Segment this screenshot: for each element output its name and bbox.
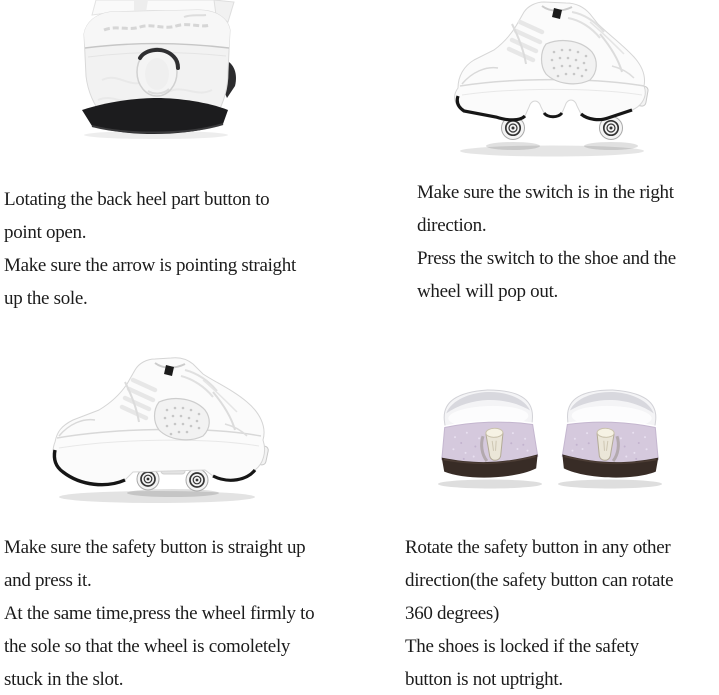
- caption-line: Make sure the safety button is straight up: [4, 537, 306, 558]
- sneaker-wheels-out-illustration: [450, 0, 652, 160]
- heel-pair-illustration: [433, 386, 667, 490]
- caption-step-3: [4, 531, 314, 695]
- caption-line: Rotate the safety button in any other: [405, 537, 671, 558]
- caption-line: button is not uptright.: [405, 669, 563, 690]
- caption-line: The shoes is locked if the safety: [405, 636, 639, 657]
- sneaker-wheels-deployed-photo: [450, 0, 652, 165]
- caption-line: Make sure the arrow is pointing straight: [4, 255, 296, 276]
- sneaker-wheels-in-illustration: [45, 356, 275, 506]
- caption-step-1: [4, 183, 296, 315]
- caption-line: wheel will pop out.: [417, 281, 559, 302]
- left-heel: [439, 388, 538, 479]
- caption-step-4: [405, 531, 673, 695]
- caption-line: Press the switch to the shoe and the: [417, 248, 676, 269]
- caption-line: At the same time,press the wheel firmly to: [4, 603, 315, 624]
- heel-closeup-illustration: [68, 0, 240, 140]
- caption-line: the sole so that the wheel is comoletely: [4, 636, 291, 657]
- caption-line: stuck in the slot.: [4, 669, 124, 690]
- caption-line: direction(the safety button can rotate: [405, 570, 674, 591]
- caption-line: point open.: [4, 222, 87, 243]
- caption-line: Make sure the switch is in the right: [417, 182, 674, 203]
- caption-step-2: [417, 176, 676, 308]
- rear-wheel-retracted: [186, 469, 208, 491]
- sneaker-wheels-retracted-photo: [45, 356, 275, 511]
- caption-line: up the sole.: [4, 288, 88, 309]
- caption-line: direction.: [417, 215, 487, 236]
- heel-pair-safety-buttons-photo: [433, 386, 667, 495]
- caption-line: 360 degrees): [405, 603, 499, 624]
- caption-line: and press it.: [4, 570, 92, 591]
- right-heel: [562, 388, 661, 479]
- caption-line: Lotating the back heel part button to: [4, 189, 270, 210]
- heel-release-button: [137, 48, 178, 96]
- heel-button-closeup-photo: [68, 0, 240, 145]
